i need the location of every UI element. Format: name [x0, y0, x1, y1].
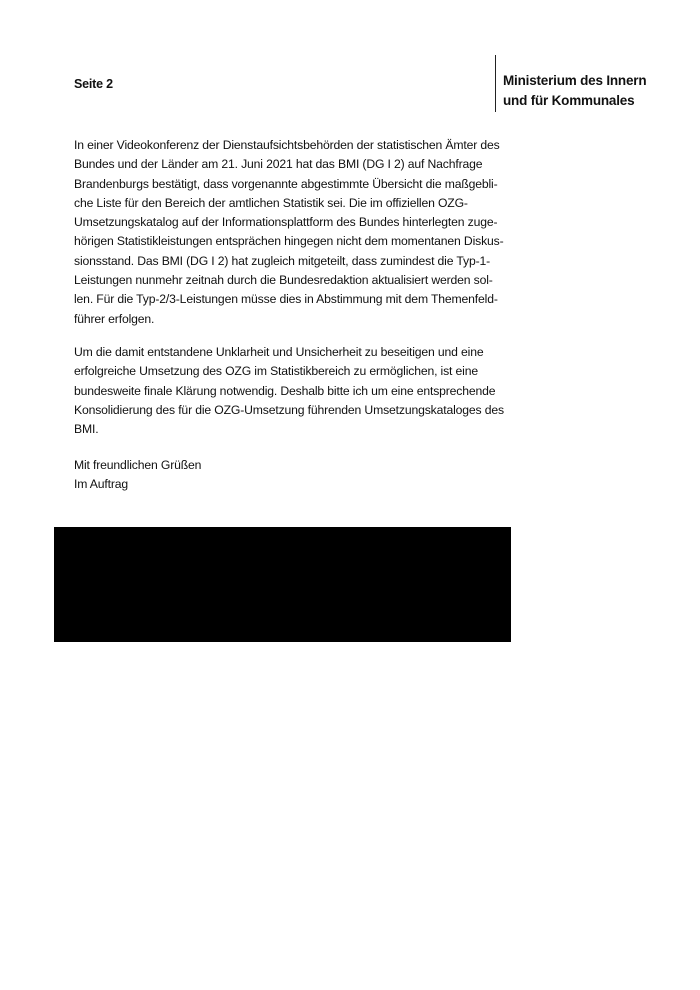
closing-salutation: [74, 456, 499, 495]
text-line: Um die damit entstandene Unklarheit und Unsicherheit zu beseitigen und eine: [74, 345, 484, 359]
paragraph-videoconference: [74, 136, 504, 329]
text-line: erfolgreiche Umsetzung des OZG im Statistikbereich zu ermöglichen, ist eine: [74, 364, 478, 379]
text-line: Bundes und der Länder am 21. Juni 2021 hat das BMI (DG I 2) auf Nachfrage: [74, 157, 483, 172]
salutation-line: Mit freundlichen Grüßen: [74, 458, 202, 472]
text-line: BMI.: [74, 422, 99, 437]
signature-role-line: Im Auftrag: [74, 477, 129, 492]
text-line: In einer Videokonferenz der Dienstaufsichtsbehörden der statistischen Ämter des: [74, 138, 500, 152]
text-line: Leistungen nunmehr zeitnah durch die Bundesredaktion aktualisiert werden sol-: [74, 273, 493, 288]
text-line: Brandenburgs bestätigt, dass vorgenannte abgestimmte Übersicht die maßgebli-: [74, 176, 498, 191]
ministry-name-line1: Ministerium des Innern: [503, 73, 647, 88]
letterhead-rule: [495, 55, 496, 112]
text-line: Umsetzungskatalog auf der Informationsplattform des Bundes hinterlegten zuge-: [74, 215, 498, 230]
text-line: bundesweite finale Klärung notwendig. Deshalb bitte ich um eine entsprechende: [74, 383, 496, 398]
text-line: Konsolidierung des für die OZG-Umsetzung führenden Umsetzungskataloges des: [74, 402, 504, 417]
text-line: hörigen Statistikleistungen entsprächen hingegen nicht dem momentanen Diskus-: [74, 234, 504, 249]
paragraph-request: [74, 343, 504, 439]
ministry-name: [503, 71, 646, 111]
text-line: sionsstand. Das BMI (DG I 2) hat zugleich mitgeteilt, dass zumindest die Typ-1-: [74, 253, 491, 268]
text-line: führer erfolgen.: [74, 311, 155, 326]
text-line: che Liste für den Bereich der amtlichen Statistik sei. Die im offiziellen OZG-: [74, 195, 468, 210]
page-number: Seite 2: [74, 77, 113, 91]
ministry-name-line2: und für Kommunales: [503, 93, 635, 108]
text-line: len. Für die Typ-2/3-Leistungen müsse dies in Abstimmung mit dem Themenfeld-: [74, 292, 498, 307]
redaction-block: [54, 527, 511, 642]
